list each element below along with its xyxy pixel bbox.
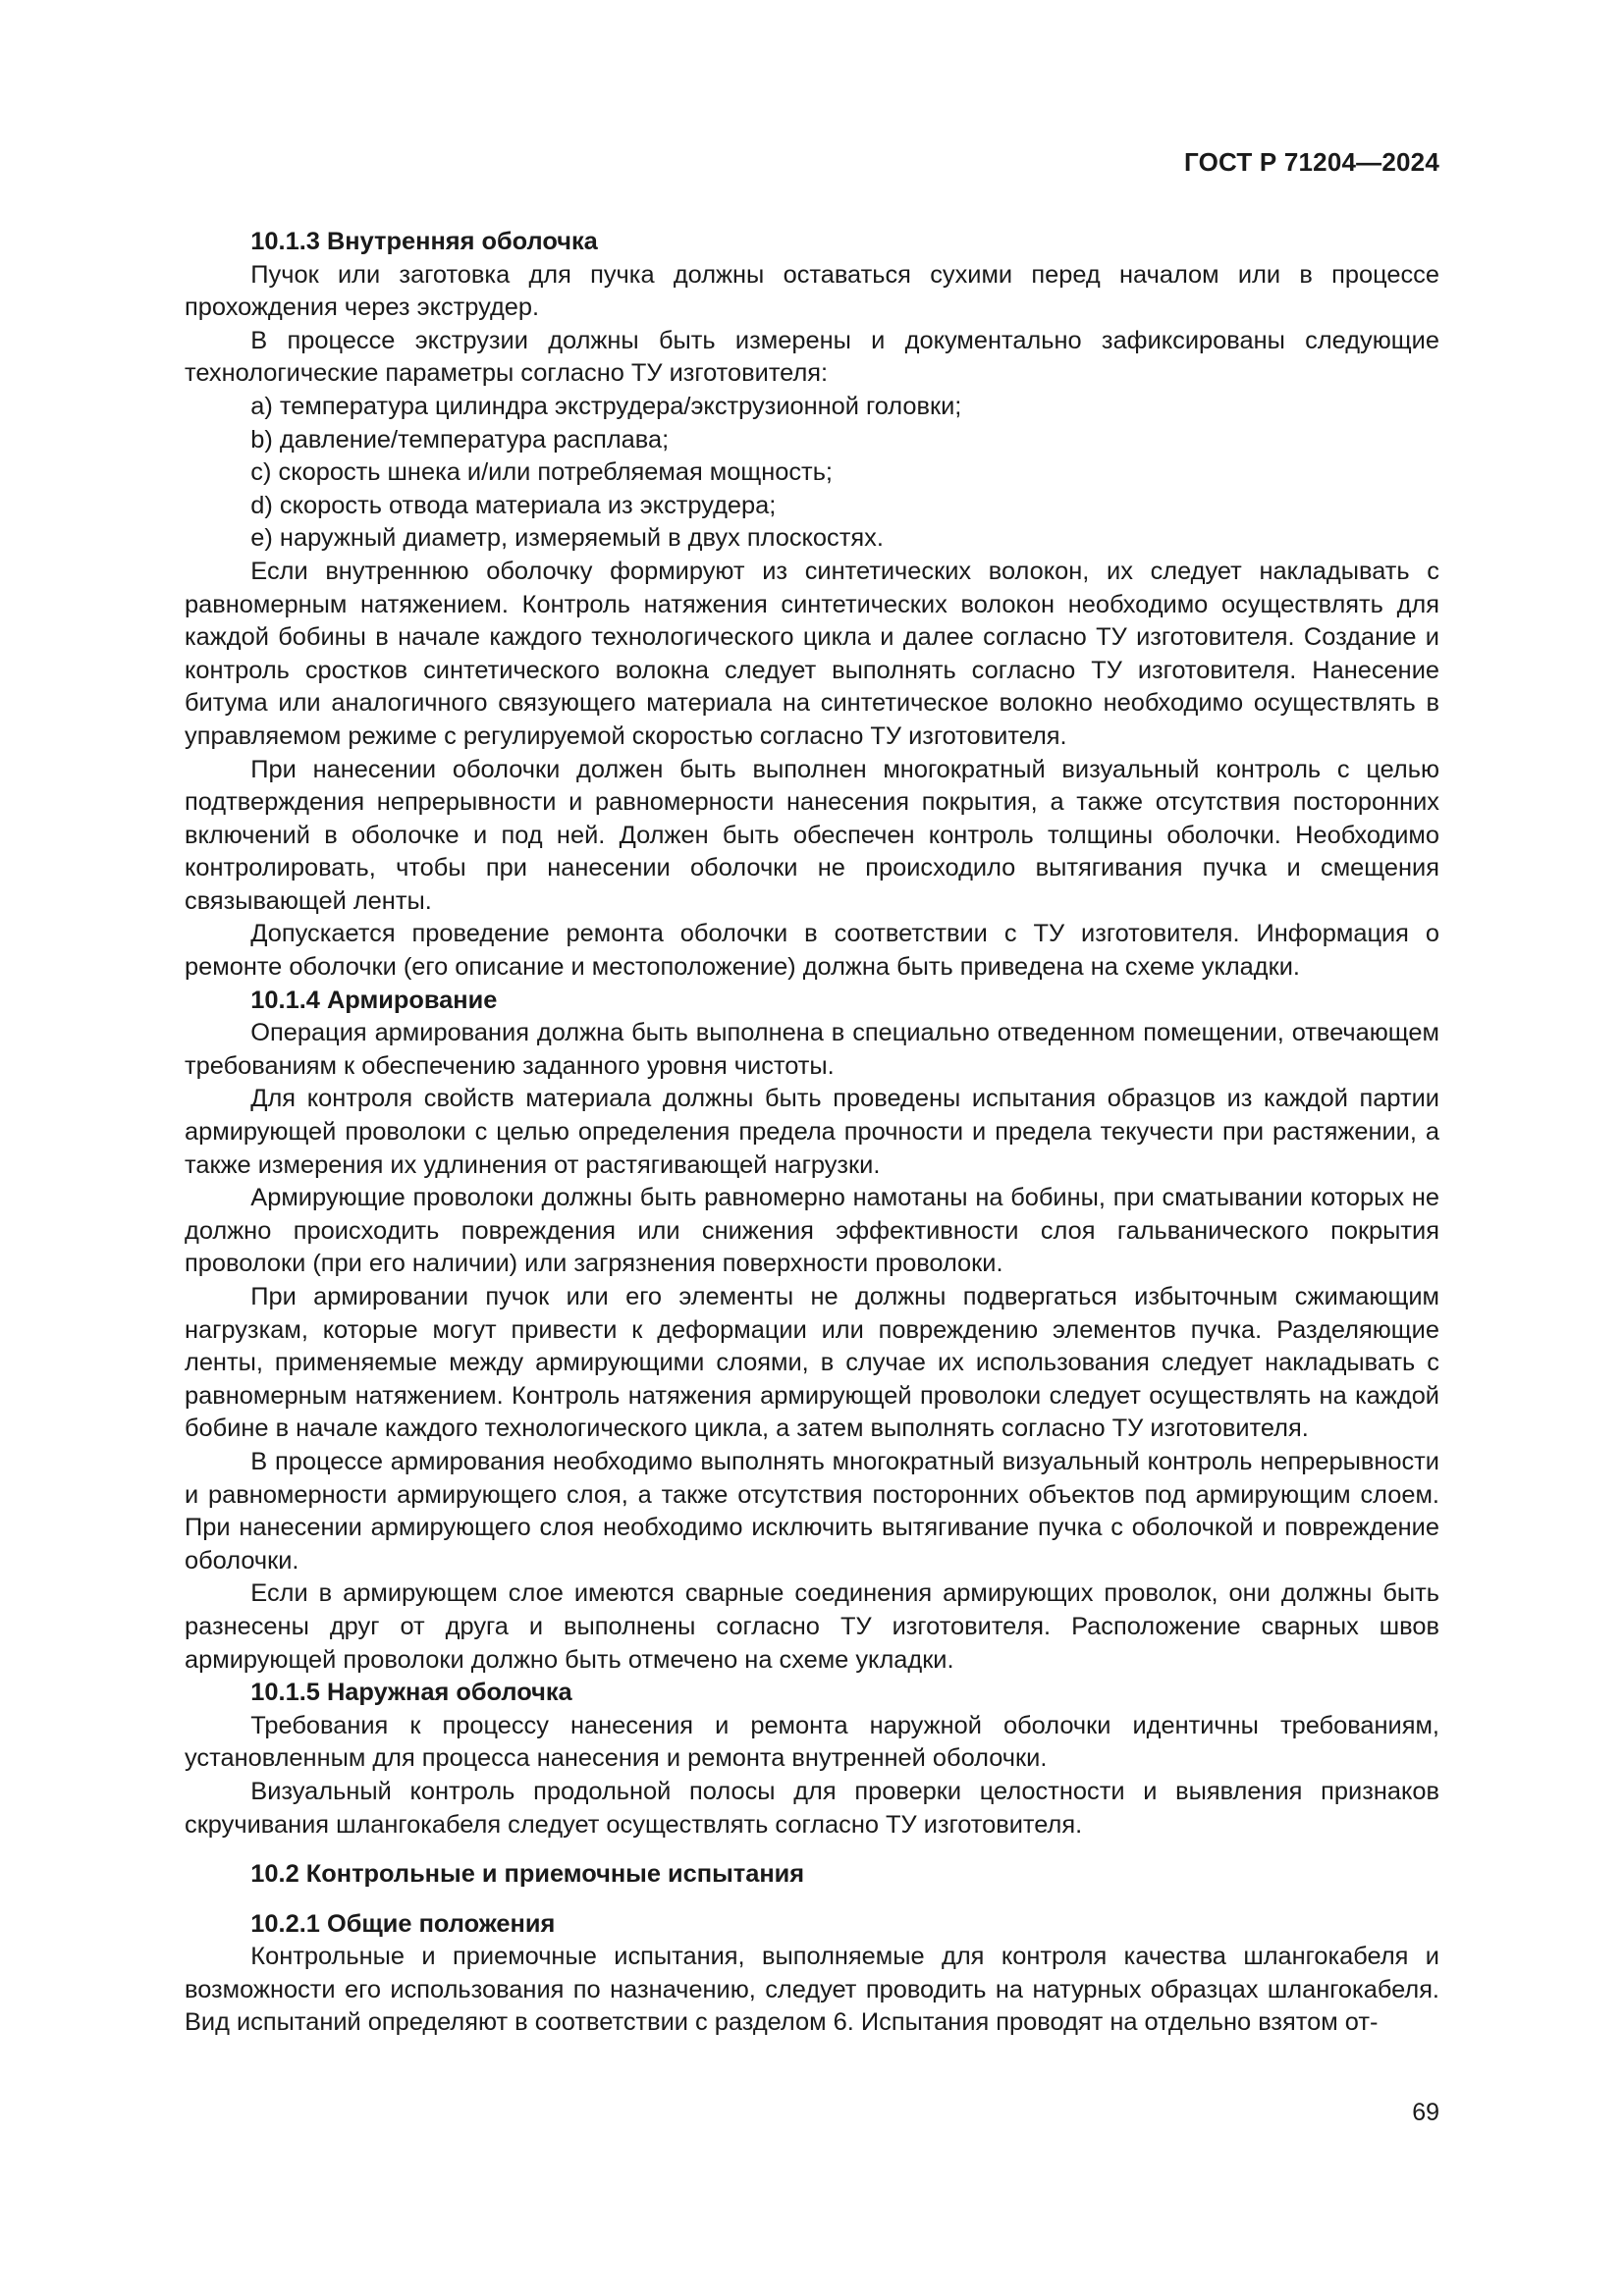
paragraph: Визуальный контроль продольной полосы для проверки целостности и выявления признаков скручивания шлангокабеля следует осуществлять согласно ТУ изготовителя. [185, 1777, 1439, 1839]
document-id-header: ГОСТ Р 71204—2024 [1184, 147, 1439, 177]
list-item-d: d) скорость отвода материала из экструдера; [250, 491, 777, 519]
paragraph: В процессе экструзии должны быть измерены и документально зафиксированы следующие технологические параметры согласно ТУ изготовителя: [185, 326, 1439, 388]
section-heading-10-1-4: 10.1.4 Армирование [250, 986, 498, 1014]
page-number: 69 [1412, 2099, 1439, 2126]
list-item-a: a) температура цилиндра экструдера/экструзионной головки; [250, 392, 962, 420]
list-item-c: c) скорость шнека и/или потребляемая мощность; [250, 458, 833, 487]
paragraph: В процессе армирования необходимо выполнять многократный визуальный контроль непрерывности и равномерности армирующего слоя, а также отсутствия посторонних объектов под армирующим слоем. При нанесении армирующего слоя необходимо исключить вытягивание пучка с оболочкой и повреждение оболочки. [185, 1447, 1439, 1575]
paragraph: Контрольные и приемочные испытания, выполняемые для контроля качества шлангокабеля и возможности его использования по назначению, следует проводить на натурных образцах шлангокабеля. Вид испытаний определяют в соответствии с разделом 6. Испытания проводят на отдельно взятом от- [185, 1943, 1439, 2037]
paragraph: Требования к процессу нанесения и ремонта наружной оболочки идентичны требованиям, установленным для процесса нанесения и ремонта внутренней оболочки. [185, 1711, 1439, 1773]
list-item-e: e) наружный диаметр, измеряемый в двух плоскостях. [250, 524, 884, 553]
list-item-b: b) давление/температура расплава; [250, 425, 670, 454]
paragraph: Армирующие проволоки должны быть равномерно намотаны на бобины, при сматывании которых не должно происходить повреждения или снижения эффективности слоя гальванического покрытия проволоки (при его наличии) или загрязнения поверхности проволоки. [185, 1184, 1439, 1278]
document-body [185, 226, 1439, 2040]
section-heading-10-1-3: 10.1.3 Внутренняя оболочка [250, 228, 598, 255]
section-heading-10-2-1: 10.2.1 Общие положения [250, 1909, 556, 1938]
paragraph: Операция армирования должна быть выполнена в специально отведенном помещении, отвечающем требованиям к обеспечению заданного уровня чистоты. [185, 1019, 1439, 1080]
paragraph: При армировании пучок или его элементы не должны подвергаться избыточным сжимающим нагрузкам, которые могут привести к деформации или повреждению элементов пучка. Разделяющие ленты, применяемые между армирующими слоями, в случае их использования следует накладывать с равномерным натяжением. Контроль натяжения армирующей проволоки следует осуществлять на каждой бобине в начале каждого технологического цикла, а затем выполнять согласно ТУ изготовителя. [185, 1283, 1439, 1443]
paragraph: Для контроля свойств материала должны быть проведены испытания образцов из каждой партии армирующей проволоки с целью определения предела прочности и предела текучести при растяжении, а также измерения их удлинения от растягивающей нагрузки. [185, 1085, 1439, 1179]
paragraph: Пучок или заготовка для пучка должны оставаться сухими перед началом или в процессе прохождения через экструдер. [185, 260, 1439, 322]
paragraph: Допускается проведение ремонта оболочки в соответствии с ТУ изготовителя. Информация о ремонте оболочки (его описание и местоположение) должна быть приведена на схеме укладки. [185, 920, 1439, 982]
section-heading-10-1-5: 10.1.5 Наружная оболочка [250, 1679, 572, 1707]
paragraph: Если внутреннюю оболочку формируют из синтетических волокон, их следует накладывать с равномерным натяжением. Контроль натяжения синтетических волокон необходимо осуществлять для каждой бобины в начале каждого технологического цикла и далее согласно ТУ изготовителя. Создание и контроль сростков синтетического волокна следует выполнять согласно ТУ изготовителя. Нанесение битума или аналогичного связующего материала на синтетическое волокно необходимо осуществлять в управляемом режиме с регулируемой скоростью согласно ТУ изготовителя. [185, 557, 1439, 750]
paragraph: Если в армирующем слое имеются сварные соединения армирующих проволок, они должны быть разнесены друг от друга и выполнены согласно ТУ изготовителя. Расположение сварных швов армирующей проволоки должно быть отмечено на схеме укладки. [185, 1579, 1439, 1674]
section-heading-10-2: 10.2 Контрольные и приемочные испытания [250, 1860, 805, 1889]
paragraph: При нанесении оболочки должен быть выполнен многократный визуальный контроль с целью подтверждения непрерывности и равномерности нанесения покрытия, а также отсутствия посторонних включений в оболочке и под ней. Должен быть обеспечен контроль толщины оболочки. Необходимо контролировать, чтобы при нанесении оболочки не происходило вытягивания пучка и смещения связывающей ленты. [185, 755, 1439, 915]
